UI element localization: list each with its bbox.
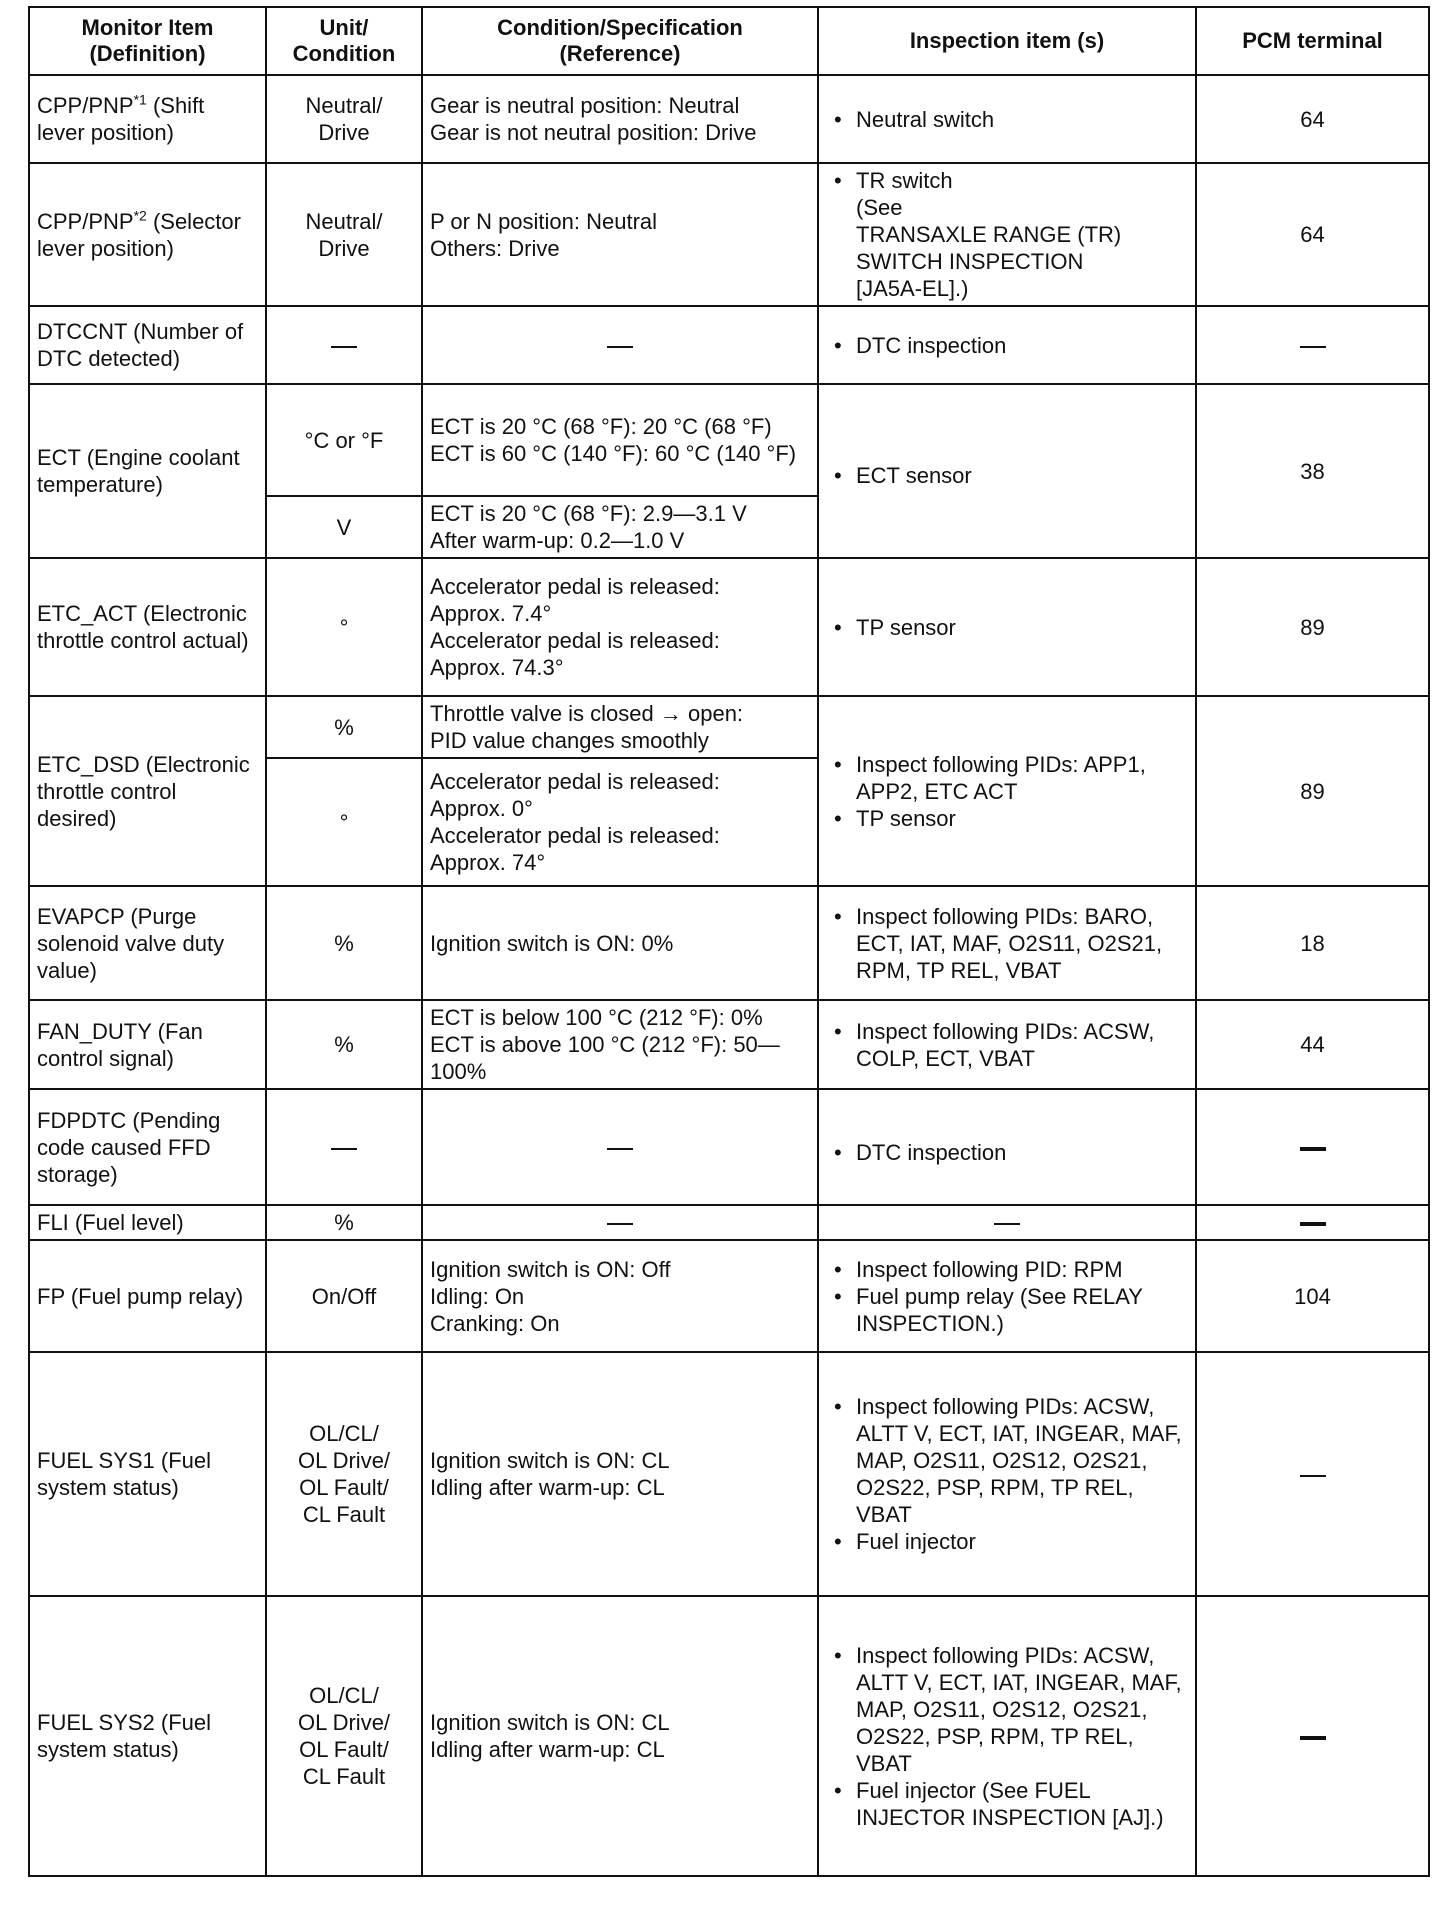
- unit-cell: °C or °F: [266, 384, 422, 496]
- condition-cell: [422, 1089, 818, 1205]
- inspection-bullet: • ECT sensor: [826, 462, 1188, 489]
- condition-cell: ECT is 20 °C (68 °F): 2.9—3.1 V After warm-up: 0.2—1.0 V: [422, 496, 818, 558]
- table-row: [29, 886, 1429, 1000]
- inspection-cell: [818, 1352, 1196, 1596]
- table-row: [29, 1205, 1429, 1240]
- table-row: [29, 384, 1429, 496]
- monitor-item-cell: FUEL SYS2 (Fuel system status): [29, 1596, 266, 1876]
- inspection-cell: [818, 384, 1196, 558]
- pcm-terminal-cell: [1196, 1205, 1429, 1240]
- empty-dash: [1300, 1736, 1326, 1740]
- monitor-item-cell: ETC_DSD (Electronic throttle control desired): [29, 696, 266, 886]
- header-inspection-items: Inspection item (s): [818, 7, 1196, 75]
- header-condition-specification: Condition/Specification (Reference): [422, 7, 818, 75]
- inspection-cell: [818, 1596, 1196, 1876]
- header-monitor-item: Monitor Item (Definition): [29, 7, 266, 75]
- pcm-terminal-cell: 64: [1196, 163, 1429, 306]
- inspection-bullet: • Inspect following PIDs: ACSW, COLP, ECT, VBAT: [826, 1018, 1188, 1072]
- table-row: [29, 1000, 1429, 1089]
- unit-cell: %: [266, 1205, 422, 1240]
- table-row: [29, 75, 1429, 163]
- pcm-terminal-cell: 89: [1196, 558, 1429, 696]
- inspection-bullet: • Inspect following PIDs: ACSW, ALTT V, ECT, IAT, INGEAR, MAF, MAP, O2S11, O2S12, O2S21, O2S22, PSP, RPM, TP REL, VBAT: [826, 1393, 1188, 1528]
- pcm-terminal-cell: [1196, 306, 1429, 384]
- inspection-bullet: • Fuel pump relay (See RELAY INSPECTION.): [826, 1283, 1188, 1337]
- pcm-terminal-cell: 44: [1196, 1000, 1429, 1089]
- pcm-terminal-cell: 89: [1196, 696, 1429, 886]
- table-row: [29, 1352, 1429, 1596]
- unit-cell: OL/CL/ OL Drive/ OL Fault/ CL Fault: [266, 1352, 422, 1596]
- monitor-item-cell: CPP/PNP$^{*2}$ (Selector lever position): [29, 163, 266, 306]
- inspection-bullet: • Neutral switch: [826, 106, 1188, 133]
- monitor-item-cell: FUEL SYS1 (Fuel system status): [29, 1352, 266, 1596]
- pcm-terminal-cell: 104: [1196, 1240, 1429, 1352]
- pcm-terminal-cell: 38: [1196, 384, 1429, 558]
- empty-dash: [331, 346, 357, 348]
- inspection-cell: [818, 1089, 1196, 1205]
- condition-cell: Ignition switch is ON: 0%: [422, 886, 818, 1000]
- monitor-item-cell: ECT (Engine coolant temperature): [29, 384, 266, 558]
- inspection-bullet: • Fuel injector: [826, 1528, 1188, 1555]
- monitor-item-cell: FLI (Fuel level): [29, 1205, 266, 1240]
- header-unit-condition: Unit/ Condition: [266, 7, 422, 75]
- header-pcm-terminal: PCM terminal: [1196, 7, 1429, 75]
- unit-cell: On/Off: [266, 1240, 422, 1352]
- inspection-cell: [818, 1240, 1196, 1352]
- pcm-terminal-cell: [1196, 1596, 1429, 1876]
- inspection-cell: [818, 306, 1196, 384]
- unit-cell: Neutral/ Drive: [266, 75, 422, 163]
- spec-document: [28, 6, 1428, 1877]
- inspection-bullet: • DTC inspection: [826, 1139, 1188, 1166]
- unit-cell: %: [266, 1000, 422, 1089]
- unit-cell: [266, 306, 422, 384]
- condition-cell: Ignition switch is ON: CL Idling after warm-up: CL: [422, 1352, 818, 1596]
- inspection-cell: [818, 1205, 1196, 1240]
- condition-cell: Ignition switch is ON: Off Idling: On Cranking: On: [422, 1240, 818, 1352]
- inspection-bullet: • Inspect following PIDs: ACSW, ALTT V, ECT, IAT, INGEAR, MAF, MAP, O2S11, O2S12, O2S21, O2S22, PSP, RPM, TP REL, VBAT: [826, 1642, 1188, 1777]
- condition-cell: Accelerator pedal is released: Approx. 7.4° Accelerator pedal is released: Approx. 74.3°: [422, 558, 818, 696]
- unit-cell: %: [266, 886, 422, 1000]
- inspection-cell: [818, 163, 1196, 306]
- inspection-cell: [818, 558, 1196, 696]
- table-row: [29, 696, 1429, 758]
- unit-cell: Neutral/ Drive: [266, 163, 422, 306]
- table-row: [29, 306, 1429, 384]
- condition-cell: ECT is 20 °C (68 °F): 20 °C (68 °F) ECT is 60 °C (140 °F): 60 °C (140 °F): [422, 384, 818, 496]
- table-row: [29, 163, 1429, 306]
- inspection-bullet: • TP sensor: [826, 805, 1188, 832]
- inspection-bullet: • Fuel injector (See FUEL INJECTOR INSPECTION [AJ].): [826, 1777, 1188, 1831]
- monitor-item-table: [28, 6, 1430, 1877]
- condition-cell: Accelerator pedal is released: Approx. 0° Accelerator pedal is released: Approx. 74°: [422, 758, 818, 886]
- empty-dash: [331, 1148, 357, 1150]
- inspection-cell: [818, 886, 1196, 1000]
- monitor-item-cell: ETC_ACT (Electronic throttle control actual): [29, 558, 266, 696]
- pcm-terminal-cell: [1196, 1352, 1429, 1596]
- inspection-bullet: • Inspect following PIDs: BARO, ECT, IAT, MAF, O2S11, O2S21, RPM, TP REL, VBAT: [826, 903, 1188, 984]
- condition-cell: ECT is below 100 °C (212 °F): 0% ECT is above 100 °C (212 °F): 50—100%: [422, 1000, 818, 1089]
- monitor-item-cell: FAN_DUTY (Fan control signal): [29, 1000, 266, 1089]
- unit-cell: OL/CL/ OL Drive/ OL Fault/ CL Fault: [266, 1596, 422, 1876]
- monitor-item-cell: DTCCNT (Number of DTC detected): [29, 306, 266, 384]
- pcm-terminal-cell: [1196, 1089, 1429, 1205]
- condition-cell: P or N position: Neutral Others: Drive: [422, 163, 818, 306]
- inspection-bullet: • DTC inspection: [826, 332, 1188, 359]
- monitor-item-cell: CPP/PNP$^{*1}$ (Shift lever position): [29, 75, 266, 163]
- table-row: [29, 1596, 1429, 1876]
- inspection-bullet: • Inspect following PID: RPM: [826, 1256, 1188, 1283]
- inspection-bullet: • TR switch (See TRANSAXLE RANGE (TR) SWITCH INSPECTION [JA5A-EL].): [826, 167, 1188, 302]
- table-row: [29, 1240, 1429, 1352]
- table-row: [29, 558, 1429, 696]
- empty-dash: [607, 346, 633, 348]
- empty-dash: [607, 1148, 633, 1150]
- condition-cell: Ignition switch is ON: CL Idling after warm-up: CL: [422, 1596, 818, 1876]
- empty-dash: [1300, 1475, 1326, 1477]
- condition-cell: Throttle valve is closed → open: PID value changes smoothly: [422, 696, 818, 758]
- inspection-cell: [818, 696, 1196, 886]
- monitor-item-cell: EVAPCP (Purge solenoid valve duty value): [29, 886, 266, 1000]
- pcm-terminal-cell: 18: [1196, 886, 1429, 1000]
- unit-cell: %: [266, 696, 422, 758]
- inspection-cell: [818, 1000, 1196, 1089]
- table-row: [29, 1089, 1429, 1205]
- condition-cell: [422, 306, 818, 384]
- pcm-terminal-cell: 64: [1196, 75, 1429, 163]
- unit-cell: [266, 1089, 422, 1205]
- monitor-item-cell: FDPDTC (Pending code caused FFD storage): [29, 1089, 266, 1205]
- header-row: [29, 7, 1429, 75]
- empty-dash: [994, 1223, 1020, 1225]
- condition-cell: Gear is neutral position: Neutral Gear is not neutral position: Drive: [422, 75, 818, 163]
- inspection-cell: [818, 75, 1196, 163]
- condition-cell: [422, 1205, 818, 1240]
- unit-cell: °: [266, 558, 422, 696]
- inspection-bullet: • Inspect following PIDs: APP1, APP2, ETC ACT: [826, 751, 1188, 805]
- empty-dash: [1300, 1147, 1326, 1151]
- monitor-item-cell: FP (Fuel pump relay): [29, 1240, 266, 1352]
- empty-dash: [1300, 346, 1326, 348]
- unit-cell: °: [266, 758, 422, 886]
- inspection-bullet: • TP sensor: [826, 614, 1188, 641]
- unit-cell: V: [266, 496, 422, 558]
- empty-dash: [1300, 1222, 1326, 1226]
- empty-dash: [607, 1223, 633, 1225]
